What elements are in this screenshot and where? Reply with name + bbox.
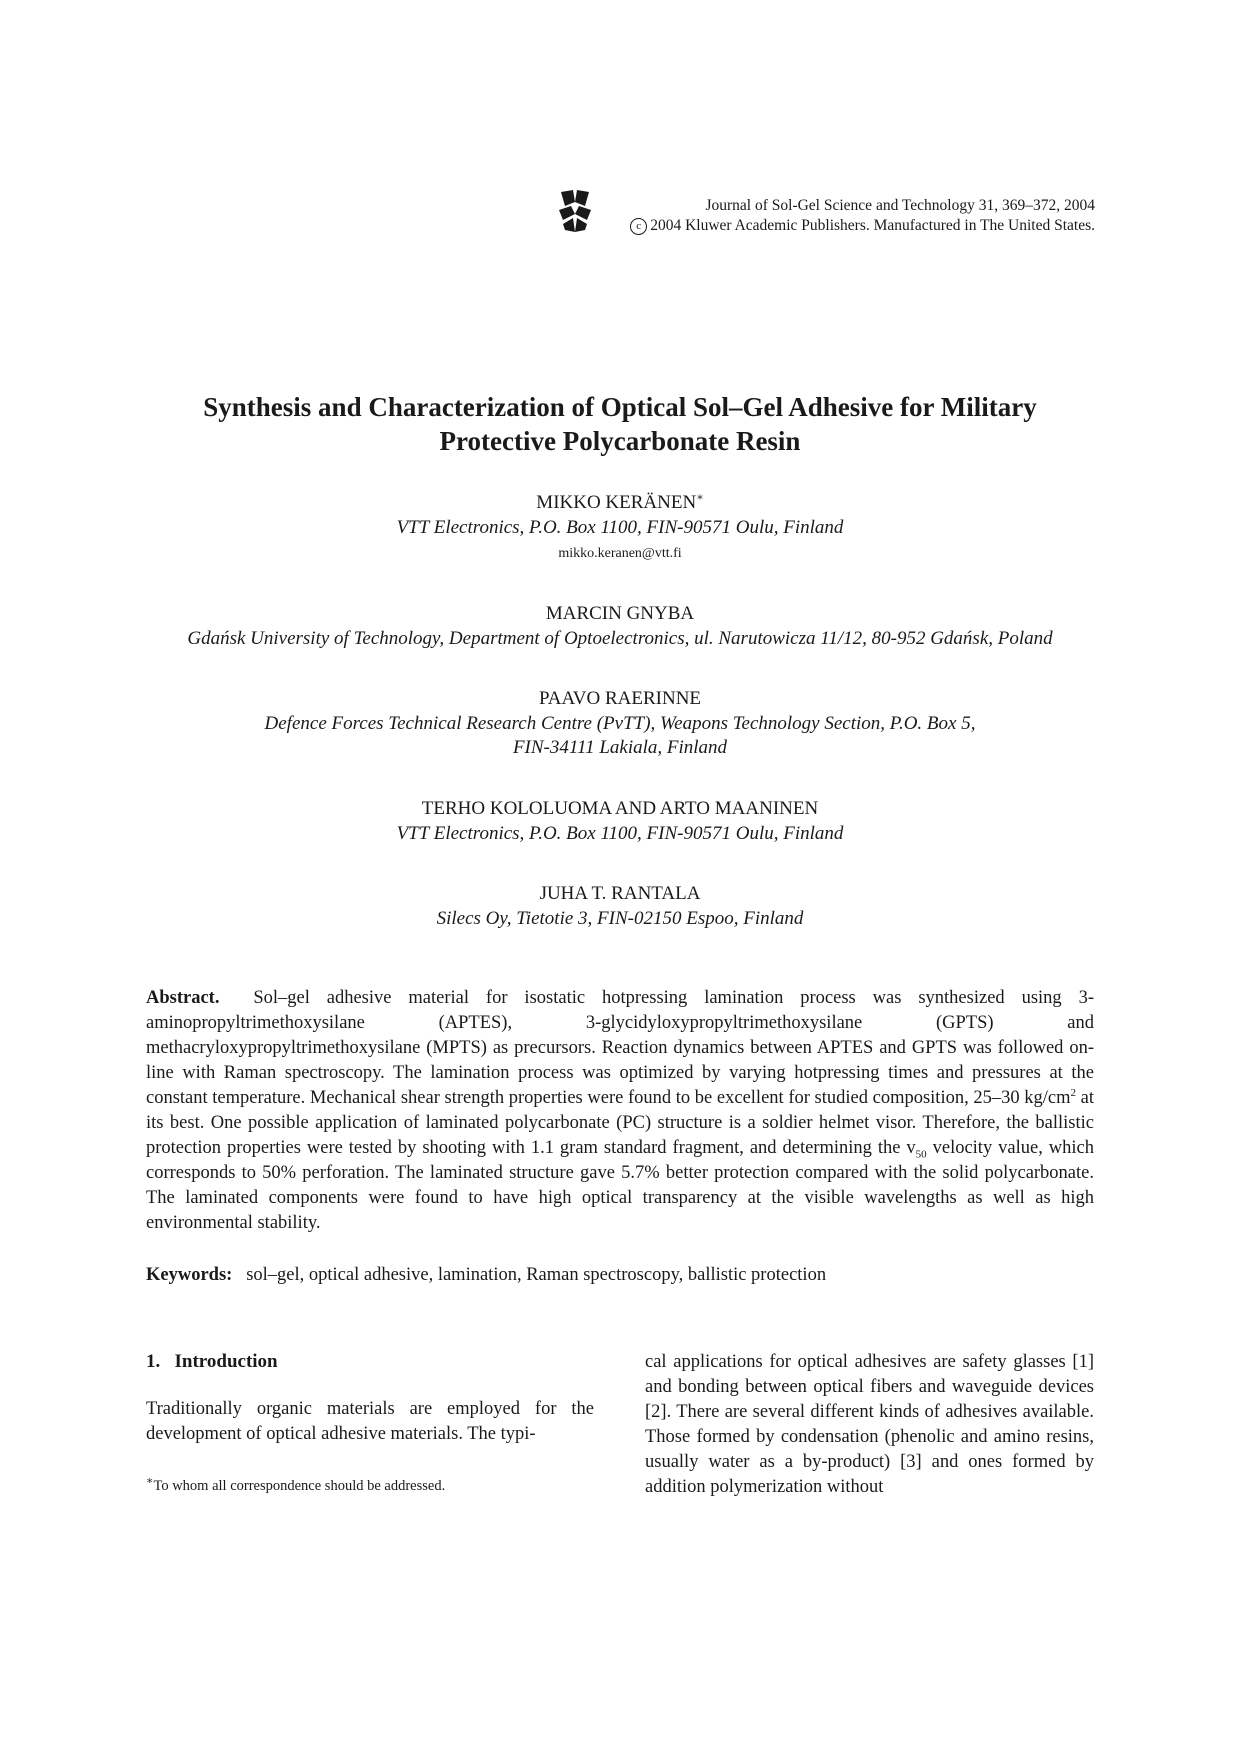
author-affiliation-5: Silecs Oy, Tietotie 3, FIN-02150 Espoo, Finland: [436, 908, 804, 929]
author-name-3: PAAVO RAERINNE: [538, 688, 702, 709]
author-email[interactable]: mikko.keranen@vtt.fi: [558, 546, 682, 561]
abstract-text-2: at its best. One possible application of laminated polycarbonate (PC) structure is a soldier helmet visor. Therefore, the ballistic protection properties were tested by shooting with 1.1 gram standard fragment, and determining the v: [146, 1088, 1094, 1158]
section-heading-text: 1. Introduction: [146, 1351, 278, 1372]
author-name-4: TERHO KOLOLUOMA AND ARTO MAANINEN: [421, 798, 819, 819]
corresponding-author-marker: ∗: [696, 491, 704, 504]
publisher-logo-icon: [557, 188, 593, 234]
abstract-label: Abstract.: [146, 988, 220, 1008]
author-affiliation-3b: FIN-34111 Lakiala, Finland: [512, 737, 728, 758]
author-affiliation-3a: Defence Forces Technical Research Centre (PvTT), Weapons Technology Section, P.O. Box 5,: [264, 713, 976, 734]
journal-header: [600, 196, 1095, 236]
author-affiliation-2: Gdańsk University of Technology, Department of Optoelectronics, ul. Narutowicza 11/12, 80-952 Gdańsk, Poland: [187, 628, 1053, 649]
title-line-1: Synthesis and Characterization of Optical Sol–Gel Adhesive for Military: [203, 392, 1037, 422]
abstract-text-1: Sol–gel adhesive material for isostatic hotpressing lamination process was synthesized using 3-aminopropyltrimethoxysilane (APTES), 3-glycidyloxypropyltrimethoxysilane (GPTS) and methacryloxypropyltrimethoxysilane (MPTS) as precursors. Reaction dynamics between APTES and GPTS was followed on-line with Raman spectroscopy. The lamination process was optimized by varying hotpressing times and pressures at the constant temperature. Mechanical shear strength properties were found to be excellent for studied composition, 25–30 kg/cm: [146, 988, 1094, 1108]
intro-right-column: cal applications for optical adhesives are safety glasses [1] and bonding between optical fibers and waveguide devices [2]. There are several different kinds of adhesives available. Those formed by condensation (phenolic and amino resins, usually water as a by-product) [3] and ones formed by addition polymerization without: [645, 1352, 1094, 1497]
journal-citation: Journal of Sol-Gel Science and Technology 31, 369–372, 2004: [705, 197, 1095, 214]
paper-title: [120, 390, 1120, 458]
author-name-1: [0, 491, 1240, 515]
author-affiliation-1: VTT Electronics, P.O. Box 1100, FIN-90571 Oulu, Finland: [396, 517, 844, 538]
footnote: [146, 1477, 594, 1495]
footnote-text: To whom all correspondence should be addressed.: [153, 1478, 446, 1494]
intro-left-column: Traditionally organic materials are employed for the development of optical adhesive materials. The typi-: [146, 1399, 594, 1444]
copyright-line: [600, 216, 1095, 236]
abstract-superscript: 2: [1070, 1086, 1076, 1099]
abstract-text-3: velocity value, which corresponds to 50% perforation. The laminated structure gave 5.7% better protection compared with the solid polycarbonate. The laminated components were found to have high optical transparency at the visible wavelengths as well as high environmental stability.: [146, 1138, 1094, 1233]
keywords-label: Keywords:: [146, 1265, 233, 1285]
title-line-2: Protective Polycarbonate Resin: [439, 426, 801, 456]
keywords: [146, 1263, 1094, 1288]
author-affiliation-4: VTT Electronics, P.O. Box 1100, FIN-90571 Oulu, Finland: [396, 823, 844, 844]
copyright-symbol: c: [630, 218, 647, 235]
author-name-5: JUHA T. RANTALA: [539, 883, 701, 904]
keywords-text: sol–gel, optical adhesive, lamination, Raman spectroscopy, ballistic protection: [246, 1265, 827, 1285]
abstract-subscript: 50: [915, 1148, 927, 1161]
abstract: [146, 986, 1094, 1236]
footnote-marker: ∗: [146, 1475, 154, 1488]
author-name-text: MIKKO KERÄNEN: [536, 492, 697, 513]
copyright-text: 2004 Kluwer Academic Publishers. Manufactured in The United States.: [650, 217, 1095, 234]
section-heading-introduction: [146, 1350, 278, 1374]
author-name-2: MARCIN GNYBA: [545, 603, 695, 624]
